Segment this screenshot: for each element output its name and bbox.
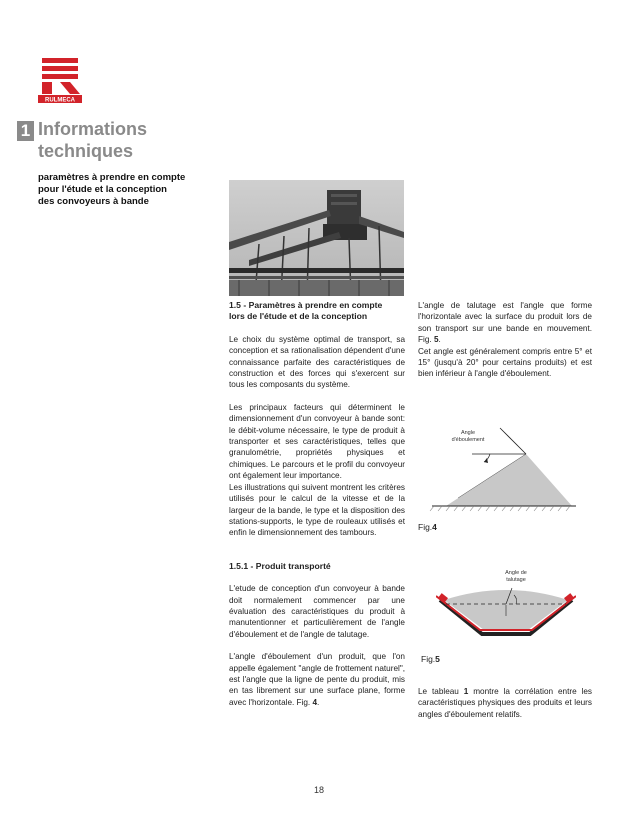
paragraph-end: . (317, 697, 320, 707)
figure-caption (421, 654, 440, 664)
fig-caption-prefix: Fig. (421, 654, 436, 664)
paragraph (418, 686, 592, 720)
paragraph (418, 300, 592, 346)
paragraph: Les illustrations qui suivent montrent les critères utilisés pour le calcul de la vitesse et de la largeur de la bande, le type et la disposition des stations-supports, le type de rouleaux utilisés et enfin le dimensionnement des tambours. (229, 482, 405, 538)
right-column-text (418, 300, 592, 380)
page-number: 18 (313, 785, 324, 795)
heading-line2: lors de l'étude et de la conception (229, 311, 368, 322)
section-title (38, 118, 147, 162)
paragraph-end: . (438, 335, 441, 345)
table-ref: 1 (463, 687, 469, 696)
middle-column (229, 300, 405, 708)
conveyor-plant-photo (229, 180, 404, 296)
paragraph-text: Le tableau (418, 687, 464, 696)
paragraph: Les principaux facteurs qui déterminent le dimensionnement d'un convoyeur à bande sont: le débit-volume nécessaire, le type de produit à transporter et ses caractéristiques, telles que granulométrie, propriétés physiques et chimiques. Le parcours et le profil du convoyeur ont également leur importance. (229, 402, 405, 481)
section-heading (229, 300, 405, 323)
subtitle-line: des convoyeurs à bande (38, 196, 149, 207)
rulmeca-logo (36, 56, 84, 104)
surcharge-angle-diagram (436, 566, 576, 656)
paragraph: Cet angle est généralement compris entre 5° et 15° (jusqu'à 20° pour certains produits) et est bien inférieur à l'angle d'éboulement. (418, 346, 592, 379)
material-pile (446, 454, 572, 506)
table-reference-paragraph (418, 686, 592, 720)
angle-label: Angle (460, 430, 476, 436)
angle-label: talutage (506, 577, 526, 583)
paragraph: Le choix du système optimal de transport, sa conception et sa rationalisation dépendent d'une connaissance parfaite des caractéristiques de construction et des forces qui s'exercent sur tous les composants du système. (229, 334, 405, 390)
section-number: 1 (17, 121, 34, 141)
fig-caption-num: 5 (435, 654, 440, 664)
section-title-line1: Informations (38, 119, 148, 139)
angle-label: Angle de (505, 570, 527, 576)
paragraph-text: L'angle de talutage est l'angle que forme l'horizontale avec la surface du produit lors de son transport sur une bande en mouvement. Fig. (418, 301, 592, 345)
angle-label: d'éboulement (451, 437, 485, 443)
paragraph: L'etude de conception d'un convoyeur à bande doit normalement commencer par une évaluation des caractéristiques du produit à manutentionner et particulièrement de l'angle d'éboulement et de l'angle de talutage. (229, 584, 405, 639)
subtitle-line: pour l'étude et la conception (38, 184, 167, 195)
angle-of-repose-diagram (428, 422, 578, 518)
fig-ref: 4 (312, 697, 318, 707)
subtitle-line: paramètres à prendre en compte (38, 172, 186, 183)
paragraph-text: montre la corrélation entre les caractéristiques physiques des produits et leurs angles d'éboulement relatifs. (418, 687, 592, 719)
figure-caption (418, 522, 437, 532)
heading-line1: 1.5 - Paramètres à prendre en compte (229, 300, 383, 310)
section-title-line2: techniques (38, 141, 134, 161)
fig-ref: 5 (433, 335, 439, 345)
fig-caption-prefix: Fig. (418, 522, 433, 532)
fig-caption-num: 4 (432, 522, 437, 532)
subsection-heading: 1.5.1 - Produit transporté (229, 560, 331, 571)
paragraph-text: L'angle d'éboulement d'un produit, que l'on appelle également "angle de frottement naturel", est l'angle que la ligne de pente du produit, mis en tas librement sur une surface plane, forme avec l'horizontale. Fig. (229, 652, 405, 707)
section-subtitle (38, 172, 208, 208)
paragraph (229, 651, 405, 708)
logo-text: RULMECA (45, 97, 75, 104)
